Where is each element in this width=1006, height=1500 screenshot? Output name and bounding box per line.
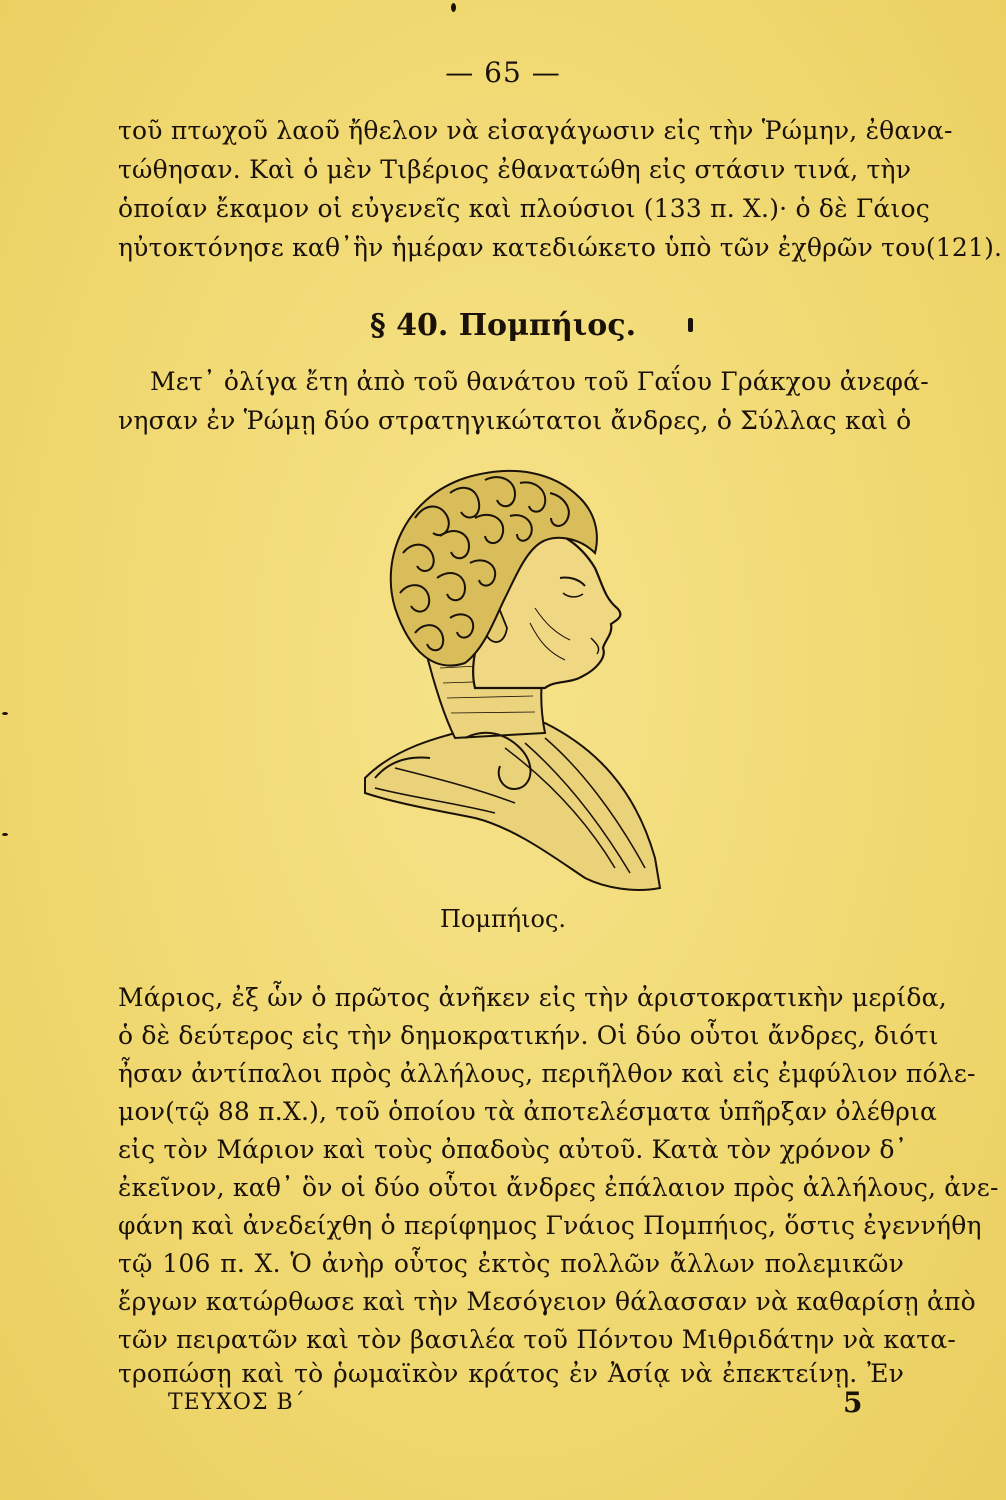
text-line: τώθησαν. Καὶ ὁ μὲν Τιβέριος ἐθανατώθη εἰς στάσιν τινά, τὴν xyxy=(118,155,912,184)
text-line: μον(τῷ 88 π.Χ.), τοῦ ὁποίου τὰ ἀποτελέσματα ὑπῆρξαν ὀλέθρια xyxy=(118,1097,938,1126)
text-line: τροπώσῃ καὶ τὸ ῥωμαϊκὸν κράτος ἐν Ἀσίᾳ νὰ ἐπεκτείνῃ. Ἐν xyxy=(118,1359,904,1388)
page-number: — 65 — xyxy=(445,56,561,89)
text-line: ἐκεῖνον, καθ᾽ ὃν οἱ δύο οὗτοι ἄνδρες ἐπάλαιον πρὸς ἀλλήλους, ἀνε- xyxy=(118,1173,999,1202)
ink-speck xyxy=(451,3,456,12)
section-heading: § 40. Πομπήιος. xyxy=(369,308,637,343)
text-line: τῷ 106 π. Χ. Ὁ ἀνὴρ οὗτος ἐκτὸς πολλῶν ἄλλων πολεμικῶν xyxy=(118,1249,904,1278)
figure-caption: Πομπήιος. xyxy=(439,905,567,933)
text-line: εἰς τὸν Μάριον καὶ τοὺς ὀπαδοὺς αὐτοῦ. Κατὰ τὸν χρόνον δ᾽ xyxy=(118,1135,908,1164)
signature-mark: ΤΕΥΧΟΣ Β΄ xyxy=(168,1390,306,1415)
text-line: ὁ δὲ δεύτερος εἰς τὴν δημοκρατικήν. Οἱ δύο οὗτοι ἄνδρες, διότι xyxy=(118,1021,939,1050)
text-line: τοῦ πτωχοῦ λαοῦ ἤθελον νὰ εἰσαγάγωσιν εἰς τὴν Ῥώμην, ἐθανα- xyxy=(118,116,953,145)
text-line: ὁποίαν ἔκαμον οἱ εὐγενεῖς καὶ πλούσιοι (133 π. Χ.)· ὁ δὲ Γάιος xyxy=(118,194,930,223)
text-line: φάνη καὶ ἀνεδείχθη ὁ περίφημος Γνάιος Πομπήιος, ὅστις ἐγεννήθη xyxy=(118,1211,982,1240)
text-line: Μάριος, ἐξ ὧν ὁ πρῶτος ἀνῆκεν εἰς τὴν ἀριστοκρατικὴν μερίδα, xyxy=(118,983,947,1012)
sheet-number: 5 xyxy=(843,1386,863,1419)
text-line: ἔργων κατώρθωσε καὶ τὴν Μεσόγειον θάλασσαν νὰ καθαρίσῃ ἀπὸ xyxy=(118,1287,976,1316)
text-line: Μετ᾽ ὀλίγα ἔτη ἀπὸ τοῦ θανάτου τοῦ Γαΐου Γράκχου ἀνεφά- xyxy=(150,367,929,396)
text-line: ηὐτοκτόνησε καθ᾽ἣν ἡμέραν κατεδιώκετο ὑπὸ τῶν ἐχθρῶν του(121). xyxy=(118,233,1003,262)
ink-speck xyxy=(2,712,8,715)
text-line: νησαν ἐν Ῥώμῃ δύο στρατηγικώτατοι ἄνδρες, ὁ Σύλλας καὶ ὁ xyxy=(118,406,912,435)
ink-speck xyxy=(2,833,8,836)
text-line: τῶν πειρατῶν καὶ τὸν βασιλέα τοῦ Πόντου Μιθριδάτην νὰ κατα- xyxy=(118,1325,957,1354)
text-line: ἦσαν ἀντίπαλοι πρὸς ἀλλήλους, περιῆλθον καὶ εἰς ἐμφύλιον πόλε- xyxy=(118,1059,976,1088)
pompey-portrait-engraving xyxy=(355,448,675,898)
